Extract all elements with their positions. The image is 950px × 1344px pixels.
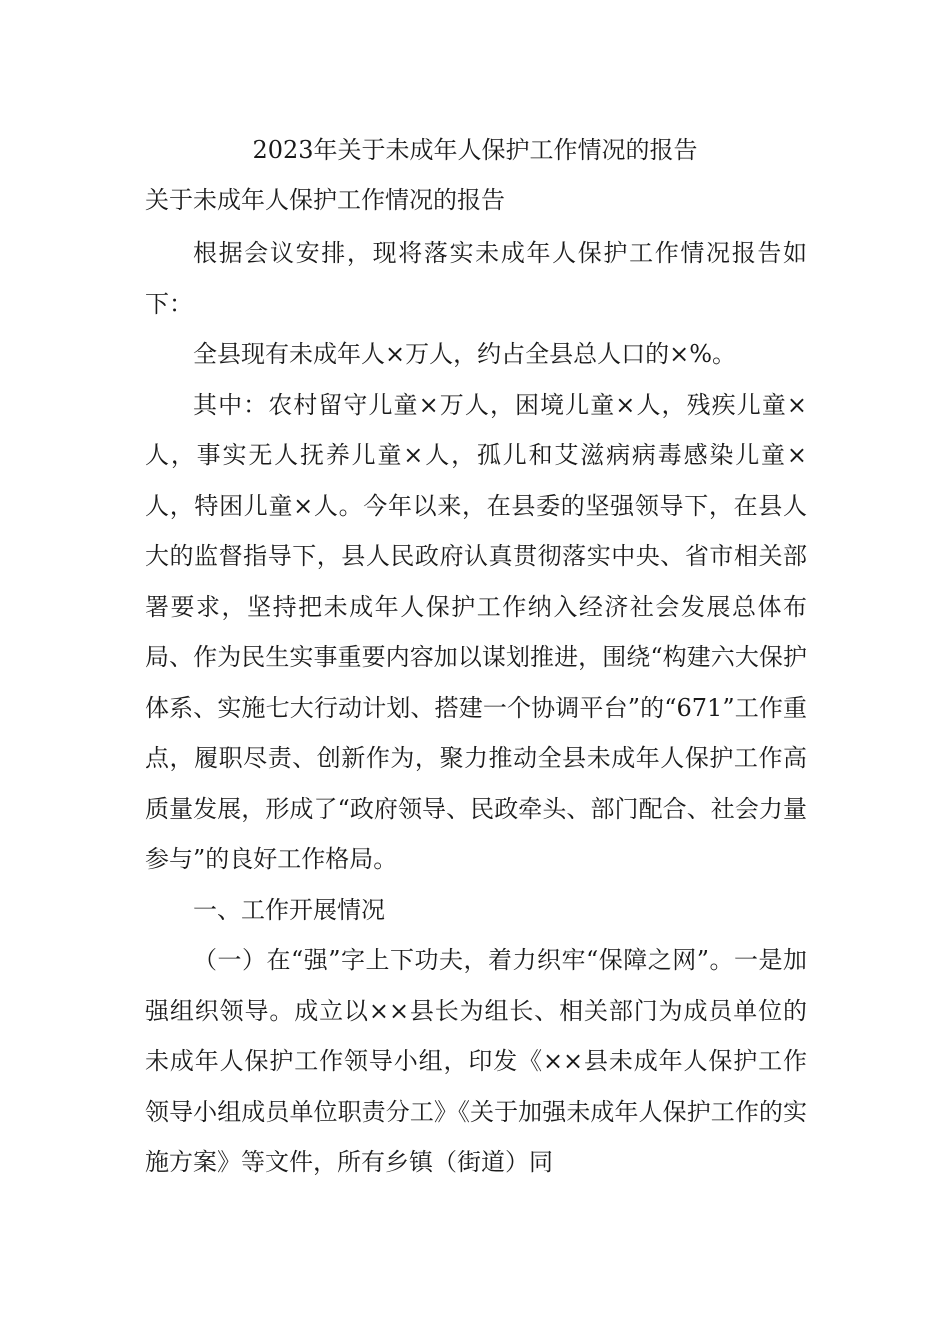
document-body <box>145 228 807 1188</box>
paragraph-section-1: （一）在“强”字上下功夫，着力织牢“保障之网”。一是加强组织领导。成立以××县长为组长、相关部门为成员单位的未成年人保护工作领导小组，印发《××县未成年人保护工作领导小组成员单位职责分工》《关于加强未成年人保护工作的实施方案》等文件，所有乡镇（街道）同 <box>145 946 807 1176</box>
paragraph-intro: 根据会议安排，现将落实未成年人保护工作情况报告如下： <box>145 239 807 318</box>
document-subtitle: 关于未成年人保护工作情况的报告 <box>145 186 505 214</box>
paragraph-overview: 其中：农村留守儿童×万人，困境儿童×人，残疾儿童×人，事实无人抚养儿童×人，孤儿和艾滋病病毒感染儿童×人，特困儿童×人。今年以来，在县委的坚强领导下，在县人大的监督指导下，县人民政府认真贯彻落实中央、省市相关部署要求，坚持把未成年人保护工作纳入经济社会发展总体布局、作为民生实事重要内容加以谋划推进，围绕“构建六大保护体系、实施七大行动计划、搭建一个协调平台”的“671”工作重点，履职尽责、创新作为，聚力推动全县未成年人保护工作高质量发展，形成了“政府领导、民政牵头、部门配合、社会力量参与”的良好工作格局。 <box>145 390 807 873</box>
document-title: 2023年关于未成年人保护工作情况的报告 <box>252 136 698 164</box>
paragraph-population: 全县现有未成年人×万人，约占全县总人口的×%。 <box>193 340 737 368</box>
section-heading: 一、工作开展情况 <box>193 895 385 924</box>
